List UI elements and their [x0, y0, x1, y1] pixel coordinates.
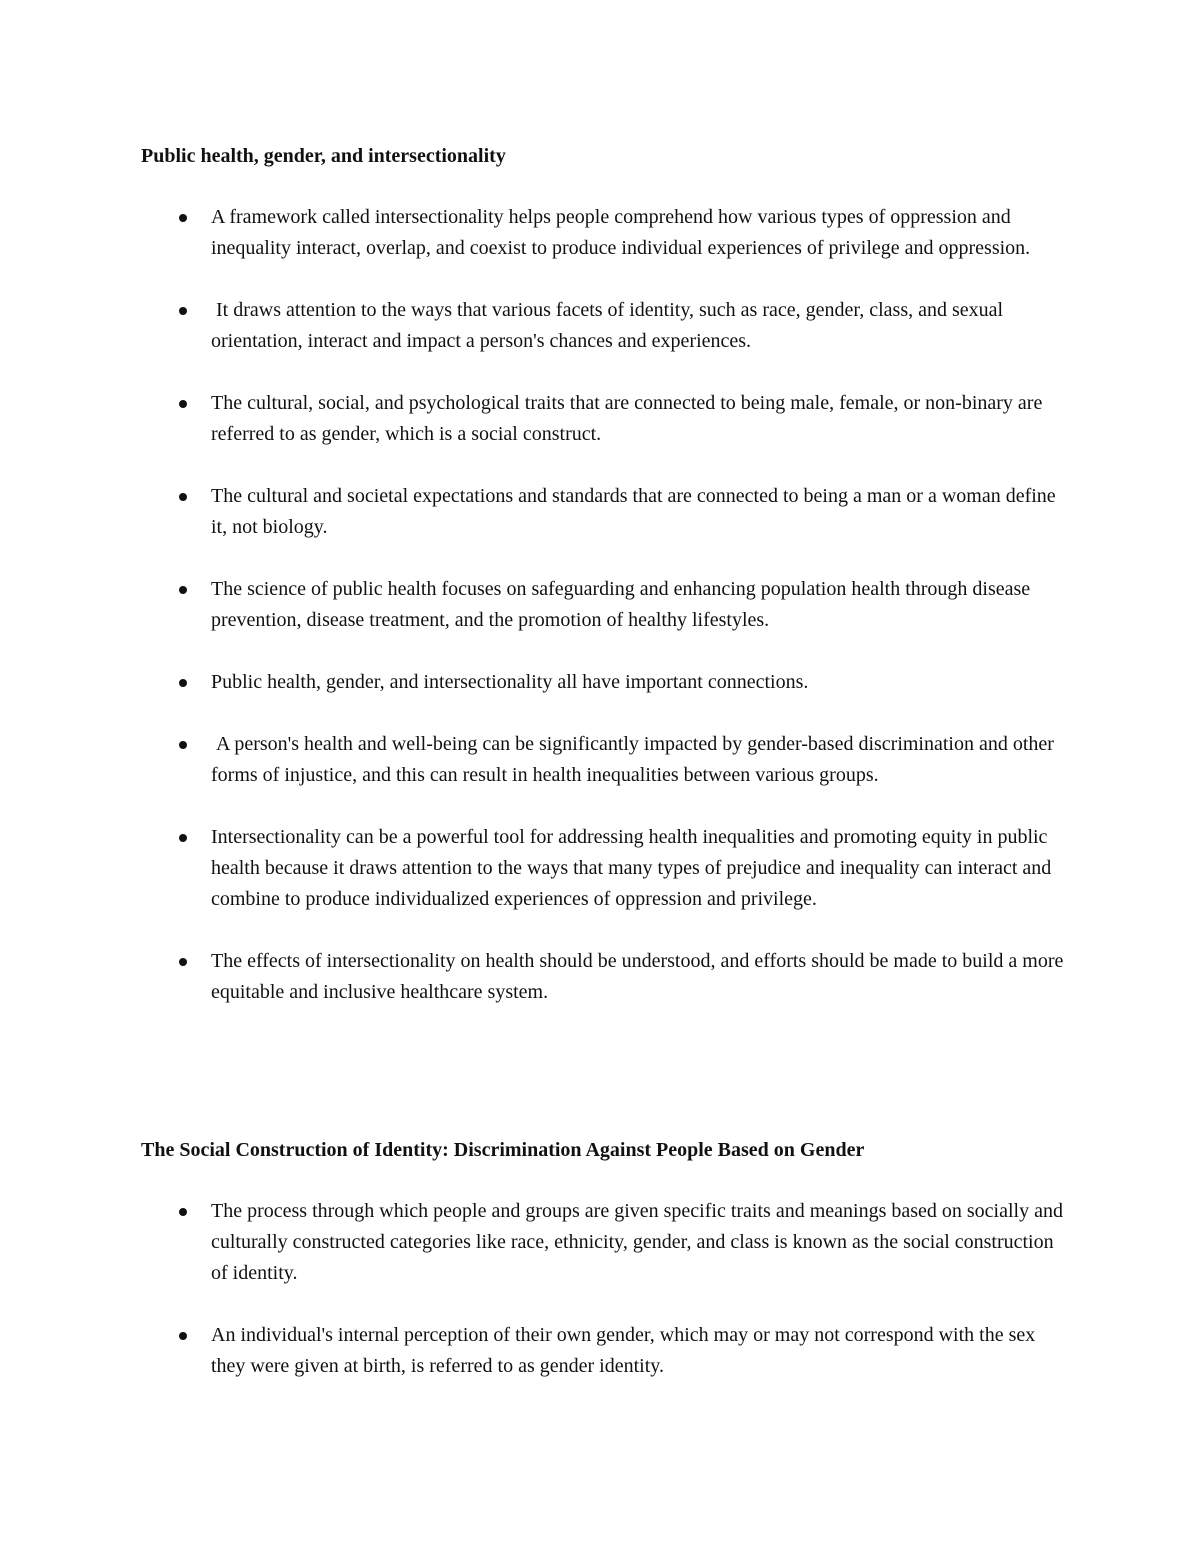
bullet-icon	[179, 214, 187, 222]
list-item-text: Public health, gender, and intersectionality all have important connections.	[211, 671, 809, 693]
list-item	[0, 388, 1071, 450]
list-item-text: A person's health and well-being can be significantly impacted by gender-based discrimination and other forms of injustice, and this can result in health inequalities between various groups.	[211, 733, 1059, 786]
bullet-icon	[179, 493, 187, 501]
bullet-icon	[179, 679, 187, 687]
list-item-text: The cultural and societal expectations and standards that are connected to being a man or a woman define it, not biology.	[211, 485, 1061, 538]
bullet-icon	[179, 1208, 187, 1216]
bullet-icon	[179, 958, 187, 966]
list-item	[0, 729, 1071, 791]
list-item-text: The cultural, social, and psychological traits that are connected to being male, female, or non-binary are referred to as gender, which is a social construct.	[211, 392, 1048, 445]
list-item-text: A framework called intersectionality helps people comprehend how various types of oppression and inequality interact, overlap, and coexist to produce individual experiences of privilege and oppression.	[211, 206, 1031, 259]
list-item-text: The science of public health focuses on safeguarding and enhancing population health through disease prevention, disease treatment, and the promotion of healthy lifestyles.	[211, 578, 1036, 631]
list-item	[0, 1320, 1071, 1382]
bullet-icon	[179, 1332, 187, 1340]
list-item-text: An individual's internal perception of their own gender, which may or may not correspond with the sex they were given at birth, is referred to as gender identity.	[211, 1324, 1041, 1377]
bullet-icon	[179, 400, 187, 408]
list-item	[0, 202, 1071, 264]
bullet-icon	[179, 834, 187, 842]
list-item-text: The effects of intersectionality on health should be understood, and efforts should be made to build a more equitable and inclusive healthcare system.	[211, 950, 1069, 1003]
section-heading: Public health, gender, and intersectionality	[141, 145, 506, 167]
bullet-list	[0, 1196, 1200, 1413]
list-item	[0, 295, 1071, 357]
list-item-text: Intersectionality can be a powerful tool for addressing health inequalities and promoting equity in public health because it draws attention to the ways that many types of prejudice and inequality can interact and combine to produce individualized experiences of oppression and privilege.	[211, 826, 1057, 910]
list-item-text: The process through which people and groups are given specific traits and meanings based on socially and culturally constructed categories like race, ethnicity, gender, and class is known as the social construction of identity.	[211, 1200, 1068, 1284]
bullet-icon	[179, 586, 187, 594]
list-item-text: It draws attention to the ways that various facets of identity, such as race, gender, class, and sexual orientation, interact and impact a person's chances and experiences.	[211, 299, 1009, 352]
section-heading: The Social Construction of Identity: Discrimination Against People Based on Gender	[141, 1139, 865, 1161]
bullet-list	[0, 202, 1200, 1039]
list-item	[0, 667, 1071, 698]
list-item	[0, 574, 1071, 636]
list-item	[0, 822, 1071, 915]
bullet-icon	[179, 307, 187, 315]
list-item	[0, 481, 1071, 543]
list-item	[0, 946, 1071, 1008]
bullet-icon	[179, 741, 187, 749]
list-item	[0, 1196, 1071, 1289]
